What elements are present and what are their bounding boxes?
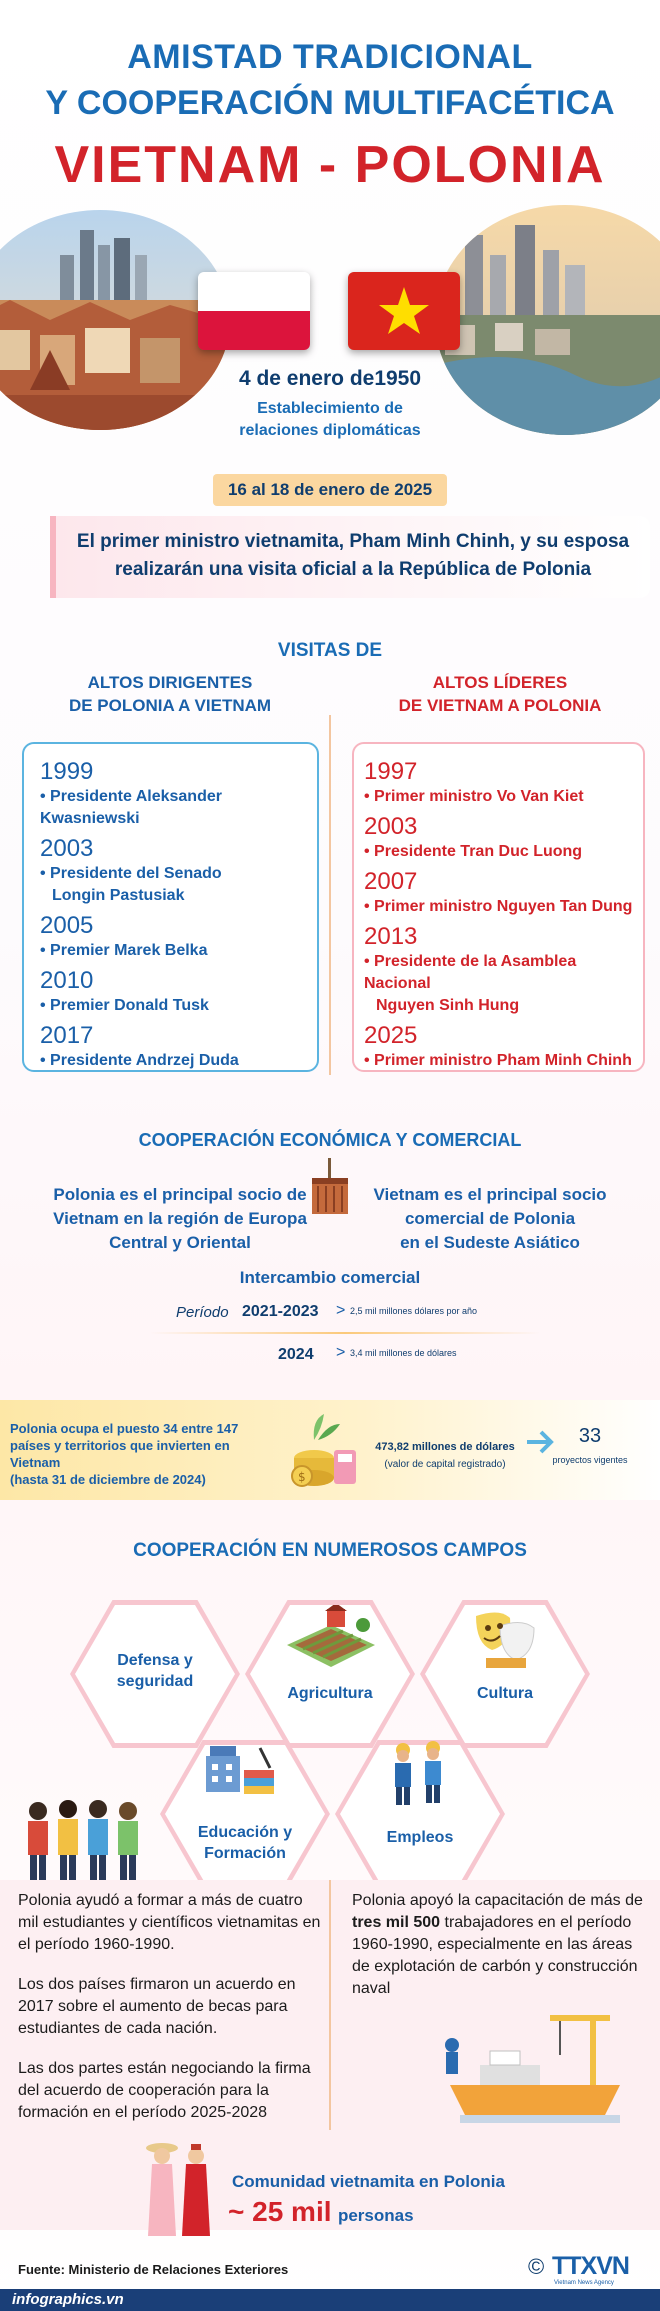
poland-partner-text xyxy=(40,1183,320,1255)
jobs-text-before: Polonia apoyó la capacitación de más de xyxy=(352,1892,643,1909)
chevron-right-icon: > xyxy=(336,1302,346,1319)
projects-count: 33 xyxy=(578,1425,602,1447)
vietnam-partner-line-2: comercial de Polonia xyxy=(404,1209,576,1228)
visit-year: 2010 xyxy=(40,967,94,994)
defense-label xyxy=(70,1650,240,1692)
projects-caption: proyectos vigentes xyxy=(552,1455,628,1465)
period-amount: 2,5 mil millones dólares por año xyxy=(350,1306,478,1316)
poland-flag xyxy=(198,272,310,350)
visit-year: 2017 xyxy=(40,1022,94,1049)
investment-line-2: países y territorios que invierten en xyxy=(10,1438,230,1453)
visit-leader: • Presidente Tran Duc Luong xyxy=(364,843,583,860)
chevron-right-icon: > xyxy=(336,1344,346,1361)
vietnam-to-poland-card xyxy=(352,742,645,1072)
visit-leader: • Primer ministro Pham Minh Chinh xyxy=(364,1052,632,1069)
visit-entry xyxy=(364,868,643,918)
shipyard-illustration xyxy=(440,2015,640,2130)
vietnam-visits-heading-1: ALTOS LÍDERES xyxy=(432,673,568,692)
establishment-caption-1: Establecimiento de xyxy=(257,400,403,417)
copyright-symbol: © xyxy=(528,2254,545,2279)
education-paragraph-1: Polonia ayudó a formar a más de cuatro mil estudiantes y científicos vietnamitas en el período 1960-1990. xyxy=(18,1892,321,1953)
trade-divider xyxy=(150,1332,540,1334)
vietnam-partner-text xyxy=(350,1183,630,1255)
visit-year: 2003 xyxy=(40,835,94,862)
education-label xyxy=(160,1822,330,1864)
visit-banner xyxy=(50,516,650,598)
investment-line-3: Vietnam xyxy=(10,1455,61,1470)
visit-entry xyxy=(40,758,317,830)
vietnam-visits-heading-2: DE VIETNAM A POLONIA xyxy=(398,696,602,715)
vietnam-partner-line-1: Vietnam es el principal socio xyxy=(373,1185,607,1204)
education-paragraph-3: Las dos partes están negociando la firma del acuerdo de cooperación para la formación en el período 2025-2028 xyxy=(18,2060,311,2121)
education-label-line-2: Formación xyxy=(204,1845,286,1862)
year-2024: 2024 xyxy=(278,1346,314,1363)
visits-heading: VISITAS DE xyxy=(277,640,383,661)
farm-icon xyxy=(283,1605,379,1680)
jobs-text-bold: tres mil 500 xyxy=(352,1914,441,1931)
visit-year: 1999 xyxy=(40,758,94,785)
workers-icon xyxy=(385,1738,455,1813)
jobs-text-after: trabajadores en el período 1960-1990, especialmente en las áreas de explotación de carbón y construcción naval xyxy=(352,1914,638,1997)
vietnamese-couple-illustration xyxy=(140,2140,220,2245)
education-label-line-1: Educación y xyxy=(197,1824,293,1841)
period-value: 2021-2023 xyxy=(242,1303,319,1320)
period-label: Período xyxy=(176,1304,229,1321)
visits-divider xyxy=(329,715,331,1075)
visit-year: 2003 xyxy=(364,813,418,840)
amount-2024: 3,4 mil millones de dólares xyxy=(350,1348,457,1358)
visit-entry xyxy=(364,923,643,1017)
agency-logo xyxy=(528,2252,648,2292)
visit-leader: • Presidente del Senado xyxy=(40,865,222,882)
jobs-label: Empleos xyxy=(386,1829,454,1846)
agency-subtitle: Vietnam News Agency xyxy=(554,2280,614,2286)
main-title: VIETNAM - POLONIA xyxy=(54,136,606,194)
trade-heading: Intercambio comercial xyxy=(239,1268,421,1287)
establishment-caption-2: relaciones diplomáticas xyxy=(239,422,421,439)
visit-leader: • Primer ministro Vo Van Kiet xyxy=(364,788,584,805)
site-link[interactable]: infographics.vn xyxy=(12,2291,124,2308)
coins-calculator-icon xyxy=(284,1410,364,1495)
visit-year: 2013 xyxy=(364,923,418,950)
community-unit: personas xyxy=(337,2206,414,2225)
education-icon xyxy=(200,1740,280,1805)
visit-leader: • Premier Donald Tusk xyxy=(40,997,209,1014)
warsaw-city-image xyxy=(0,210,230,430)
visit-dates-badge: 16 al 18 de enero de 2025 xyxy=(213,474,447,506)
visit-banner-line-2: realizarán una visita oficial a la República de Polonia xyxy=(114,559,592,580)
source-text: Fuente: Ministerio de Relaciones Exteriores xyxy=(18,2262,289,2277)
investment-line-1: Polonia ocupa el puesto 34 entre 147 xyxy=(10,1421,239,1436)
poland-visits-heading-1: ALTOS DIRIGENTES xyxy=(87,673,253,692)
visit-entry xyxy=(364,1022,643,1072)
visit-leader: • Presidente Aleksander Kwasniewski xyxy=(40,788,222,827)
community-label: Comunidad vietnamita en Polonia xyxy=(232,2172,505,2191)
visit-entry xyxy=(40,912,317,962)
investment-text xyxy=(10,1420,275,1488)
defense-label-line-2: seguridad xyxy=(116,1673,194,1690)
capital-caption: (valor de capital registrado) xyxy=(384,1459,506,1470)
investment-line-4: (hasta 31 de diciembre de 2024) xyxy=(10,1472,206,1487)
community-number: ~ 25 mil xyxy=(228,2196,332,2227)
vietnam-partner-line-3: en el Sudeste Asiático xyxy=(400,1233,580,1252)
visit-leader: Longin Pastusiak xyxy=(52,887,185,904)
jobs-text xyxy=(352,1890,652,2000)
fields-heading: COOPERACIÓN EN NUMEROSOS CAMPOS xyxy=(133,1540,527,1561)
visit-year: 2025 xyxy=(364,1022,418,1049)
community-count xyxy=(228,2196,414,2228)
culture-label: Cultura xyxy=(477,1685,533,1702)
poland-to-vietnam-card xyxy=(22,742,319,1072)
text-columns-divider xyxy=(329,1880,331,2130)
visit-entry xyxy=(40,967,317,1017)
agriculture-label: Agricultura xyxy=(287,1685,373,1702)
trade-row-period xyxy=(150,1300,550,1330)
trade-row-2024 xyxy=(150,1342,550,1372)
visit-year: 1997 xyxy=(364,758,418,785)
poland-partner-line-2: Vietnam en la región de Europa xyxy=(53,1209,307,1228)
agency-name: TTXVN xyxy=(552,2252,629,2280)
theatre-masks-icon xyxy=(470,1608,540,1679)
visit-entry xyxy=(40,1022,317,1072)
defense-label-line-1: Defensa y xyxy=(117,1652,193,1669)
visit-entry xyxy=(364,813,643,863)
establishment-date: 4 de enero de1950 xyxy=(238,367,422,390)
education-paragraph-2: Los dos países firmaron un acuerdo en 2017 sobre el aumento de becas para estudiantes de cada nación. xyxy=(18,1976,296,2037)
poland-partner-line-1: Polonia es el principal socio de xyxy=(53,1185,307,1204)
capital-amount: 473,82 millones de dólares xyxy=(375,1441,515,1453)
education-text xyxy=(18,1890,323,2124)
poland-visits-heading-2: DE POLONIA A VIETNAM xyxy=(68,696,272,715)
title-line-1: AMISTAD TRADICIONAL xyxy=(127,38,533,76)
visit-entry xyxy=(364,758,643,808)
visit-year: 2005 xyxy=(40,912,94,939)
economy-heading: COOPERACIÓN ECONÓMICA Y COMERCIAL xyxy=(138,1130,522,1150)
visit-leader: • Presidente Andrzej Duda xyxy=(40,1052,239,1069)
visit-leader: • Presidente de la Asamblea Nacional xyxy=(364,953,577,992)
poland-partner-line-3: Central y Oriental xyxy=(109,1233,251,1252)
vietnam-flag xyxy=(348,272,460,350)
title-line-2: Y COOPERACIÓN MULTIFACÉTICA xyxy=(45,84,615,122)
visit-leader: Nguyen Sinh Hung xyxy=(376,997,520,1014)
students-illustration xyxy=(18,1795,158,1890)
visit-year: 2007 xyxy=(364,868,418,895)
visit-entry xyxy=(40,835,317,907)
visit-banner-line-1: El primer ministro vietnamita, Pham Minh Chinh, y su esposa xyxy=(76,531,630,552)
visit-leader: • Premier Marek Belka xyxy=(40,942,208,959)
svg-text:$: $ xyxy=(298,1470,306,1484)
visit-leader: • Primer ministro Nguyen Tan Dung xyxy=(364,898,633,915)
